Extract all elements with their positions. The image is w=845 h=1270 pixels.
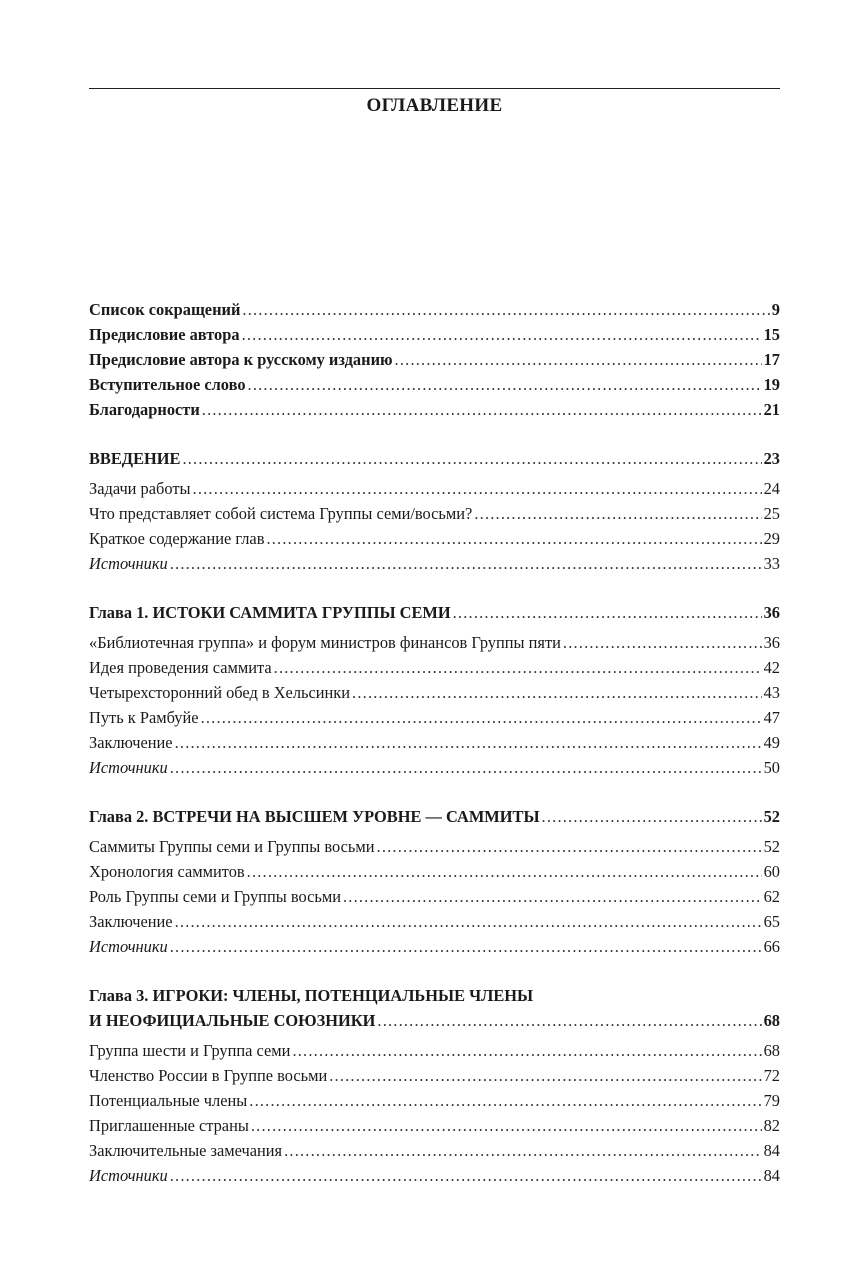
- toc-entry-page: 23: [763, 449, 780, 468]
- toc-entry-text: Источники: [89, 554, 168, 573]
- toc-entry-text: Предисловие автора: [89, 325, 240, 344]
- dot-leader: [247, 859, 762, 884]
- dot-leader: [274, 655, 762, 680]
- toc-entry-page: 79: [763, 1091, 780, 1110]
- toc-entry-page: 29: [763, 529, 780, 548]
- header-rule: [89, 88, 780, 89]
- toc-entry-page: 66: [763, 937, 780, 956]
- dot-leader: [242, 322, 762, 347]
- toc-entry-text: Заключительные замечания: [89, 1141, 283, 1160]
- toc-entry-sources[interactable]: [89, 755, 780, 780]
- toc-entry[interactable]: [89, 1138, 780, 1163]
- toc-entry-text: Источники: [89, 1166, 168, 1185]
- dot-leader: [563, 630, 762, 655]
- toc-entry-text: Задачи работы: [89, 479, 191, 498]
- dot-leader: [248, 372, 762, 397]
- toc-entry[interactable]: [89, 909, 780, 934]
- toc-entry-text: Потенциальные члены: [89, 1091, 248, 1110]
- toc-entry-text: ВВЕДЕНИЕ: [89, 449, 181, 468]
- toc-entry-text: Приглашенные страны: [89, 1116, 249, 1135]
- toc-entry-text: Источники: [89, 937, 168, 956]
- toc-entry-author-preface[interactable]: [89, 322, 780, 347]
- toc-entry-acknowledgements[interactable]: [89, 397, 780, 422]
- toc-entry-page: 15: [763, 325, 780, 344]
- toc-section-heading-chapter-3[interactable]: [89, 1008, 780, 1033]
- toc-entry-page: 21: [763, 400, 780, 419]
- toc-entry-page: 84: [763, 1166, 780, 1185]
- toc-section-heading-chapter-1[interactable]: [89, 600, 780, 625]
- toc-entry[interactable]: [89, 630, 780, 655]
- toc-entry-page: 52: [763, 807, 780, 826]
- dot-leader: [170, 1163, 762, 1188]
- toc-entry-abbreviations[interactable]: [89, 297, 780, 322]
- toc-entry-text: Вступительное слово: [89, 375, 246, 394]
- dot-leader: [170, 551, 762, 576]
- toc-entry[interactable]: [89, 526, 780, 551]
- toc-entry-text: «Библиотечная группа» и форум министров финансов Группы пяти: [89, 633, 561, 652]
- toc-entry-text: Заключение: [89, 912, 173, 931]
- toc-entry-page: 47: [763, 708, 780, 727]
- dot-leader: [377, 1008, 761, 1033]
- toc-entry-text: Идея проведения саммита: [89, 658, 272, 677]
- toc-entry[interactable]: [89, 1088, 780, 1113]
- dot-leader: [343, 884, 762, 909]
- toc-entry-text: Что представляет собой система Группы семи/восьми?: [89, 504, 473, 523]
- toc-entry-page: 17: [763, 350, 780, 369]
- toc-entry-text: Предисловие автора к русскому изданию: [89, 350, 393, 369]
- toc-entry[interactable]: [89, 730, 780, 755]
- toc-entry-page: 25: [763, 504, 780, 523]
- toc-entry-text: Четырехсторонний обед в Хельсинки: [89, 683, 351, 702]
- dot-leader: [202, 397, 762, 422]
- toc-entry-page: 60: [763, 862, 780, 881]
- toc-entry-text: Источники: [89, 758, 168, 777]
- dot-leader: [170, 934, 762, 959]
- toc-entry[interactable]: [89, 476, 780, 501]
- dot-leader: [175, 909, 762, 934]
- dot-leader: [266, 526, 761, 551]
- toc-section-heading-chapter-2[interactable]: [89, 804, 780, 829]
- toc-entry[interactable]: [89, 655, 780, 680]
- toc-entry[interactable]: [89, 501, 780, 526]
- toc-entry[interactable]: [89, 1038, 780, 1063]
- toc-entry-text: Путь к Рамбуйе: [89, 708, 199, 727]
- toc-entry-page: 43: [763, 683, 780, 702]
- toc-entry[interactable]: [89, 834, 780, 859]
- toc-entry-page: 84: [763, 1141, 780, 1160]
- toc-entry-page: 36: [763, 603, 780, 622]
- toc-entry-sources[interactable]: [89, 1163, 780, 1188]
- toc-entry-text: Членство России в Группе восьми: [89, 1066, 328, 1085]
- dot-leader: [395, 347, 762, 372]
- dot-leader: [193, 476, 762, 501]
- toc-entry-page: 19: [763, 375, 780, 394]
- toc-entry-text: Глава 2. ВСТРЕЧИ НА ВЫСШЕМ УРОВНЕ — САММИТЫ: [89, 807, 540, 826]
- dot-leader: [170, 755, 762, 780]
- toc-entry-page: 49: [763, 733, 780, 752]
- toc-entry[interactable]: [89, 1113, 780, 1138]
- toc-entry-text: Саммиты Группы семи и Группы восьми: [89, 837, 375, 856]
- toc-entry-text: Группа шести и Группа семи: [89, 1041, 291, 1060]
- toc-entry-page: 65: [763, 912, 780, 931]
- toc-entry-page: 72: [763, 1066, 780, 1085]
- dot-leader: [474, 501, 761, 526]
- toc-entry-text: Хронология саммитов: [89, 862, 245, 881]
- toc-entry-page: 50: [763, 758, 780, 777]
- toc-section-heading-introduction[interactable]: [89, 446, 780, 471]
- toc-entry-page: 82: [763, 1116, 780, 1135]
- toc-entry-russian-edition-preface[interactable]: [89, 347, 780, 372]
- toc-entry-text: Глава 1. ИСТОКИ САММИТА ГРУППЫ СЕМИ: [89, 603, 451, 622]
- toc-entry-page: 68: [763, 1011, 780, 1030]
- dot-leader: [292, 1038, 761, 1063]
- dot-leader: [377, 834, 762, 859]
- toc-entry-page: 68: [763, 1041, 780, 1060]
- toc-entry-page: 42: [763, 658, 780, 677]
- toc-entry-page: 33: [763, 554, 780, 573]
- dot-leader: [175, 730, 762, 755]
- toc-entry-page: 24: [763, 479, 780, 498]
- dot-leader: [352, 680, 762, 705]
- toc-entry-page: 9: [771, 300, 780, 319]
- toc-entry-sources[interactable]: [89, 934, 780, 959]
- toc-entry-page: 52: [763, 837, 780, 856]
- toc-entry[interactable]: [89, 884, 780, 909]
- toc-section-heading-chapter-3-line1[interactable]: Глава 3. ИГРОКИ: ЧЛЕНЫ, ПОТЕНЦИАЛЬНЫЕ ЧЛЕНЫ: [89, 986, 534, 1005]
- toc-entry-text: Краткое содержание глав: [89, 529, 265, 548]
- dot-leader: [249, 1088, 761, 1113]
- toc-entry-text: Благодарности: [89, 400, 200, 419]
- table-of-contents: [89, 297, 780, 1188]
- toc-entry-text: Роль Группы семи и Группы восьми: [89, 887, 341, 906]
- dot-leader: [453, 600, 762, 625]
- dot-leader: [242, 297, 769, 322]
- dot-leader: [201, 705, 762, 730]
- toc-entry[interactable]: [89, 859, 780, 884]
- dot-leader: [251, 1113, 762, 1138]
- dot-leader: [542, 804, 762, 829]
- toc-entry-text: Заключение: [89, 733, 173, 752]
- toc-entry-foreword[interactable]: [89, 372, 780, 397]
- toc-entry-text: Список сокращений: [89, 300, 241, 319]
- toc-entry-text: И НЕОФИЦИАЛЬНЫЕ СОЮЗНИКИ: [89, 1011, 376, 1030]
- toc-entry[interactable]: [89, 680, 780, 705]
- toc-entry-page: 62: [763, 887, 780, 906]
- page-title: ОГЛАВЛЕНИЕ: [366, 95, 503, 116]
- dot-leader: [329, 1063, 761, 1088]
- dot-leader: [182, 446, 761, 471]
- toc-entry-sources[interactable]: [89, 551, 780, 576]
- toc-entry[interactable]: [89, 1063, 780, 1088]
- dot-leader: [284, 1138, 762, 1163]
- toc-entry[interactable]: [89, 705, 780, 730]
- toc-entry-page: 36: [763, 633, 780, 652]
